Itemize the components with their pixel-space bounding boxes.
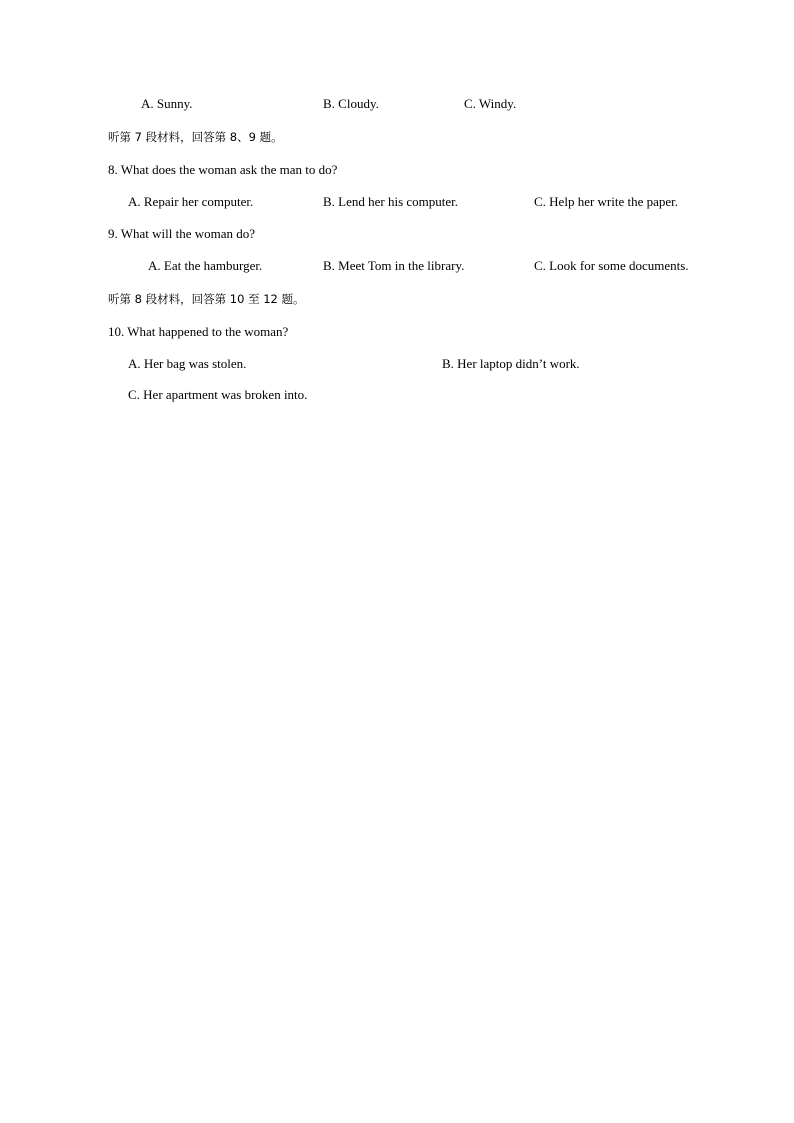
q10-option-b: B. Her laptop didn’t work.: [442, 356, 580, 371]
q7-option-c: C. Windy.: [464, 96, 517, 111]
q8-option-a: A. Repair her computer.: [128, 194, 254, 209]
q10-option-c: C. Her apartment was broken into.: [128, 387, 308, 402]
q9-option-c: C. Look for some documents.: [534, 258, 689, 273]
section-7-instruction: 听第 7 段材料，回答第 8、9 题。: [108, 130, 283, 144]
q9-option-a: A. Eat the hamburger.: [148, 258, 263, 273]
q8-question: 8. What does the woman ask the man to do?: [108, 162, 338, 177]
q9-question: 9. What will the woman do?: [108, 226, 256, 241]
q10-option-a: A. Her bag was stolen.: [128, 356, 247, 371]
q8-option-c: C. Help her write the paper.: [534, 194, 679, 209]
q9-option-b: B. Meet Tom in the library.: [323, 258, 465, 273]
q8-option-b: B. Lend her his computer.: [323, 194, 459, 209]
section-8-instruction: 听第 8 段材料，回答第 10 至 12 题。: [108, 292, 305, 306]
q7-option-a: A. Sunny.: [141, 96, 193, 111]
q10-question: 10. What happened to the woman?: [108, 324, 289, 339]
q7-option-b: B. Cloudy.: [323, 96, 379, 111]
